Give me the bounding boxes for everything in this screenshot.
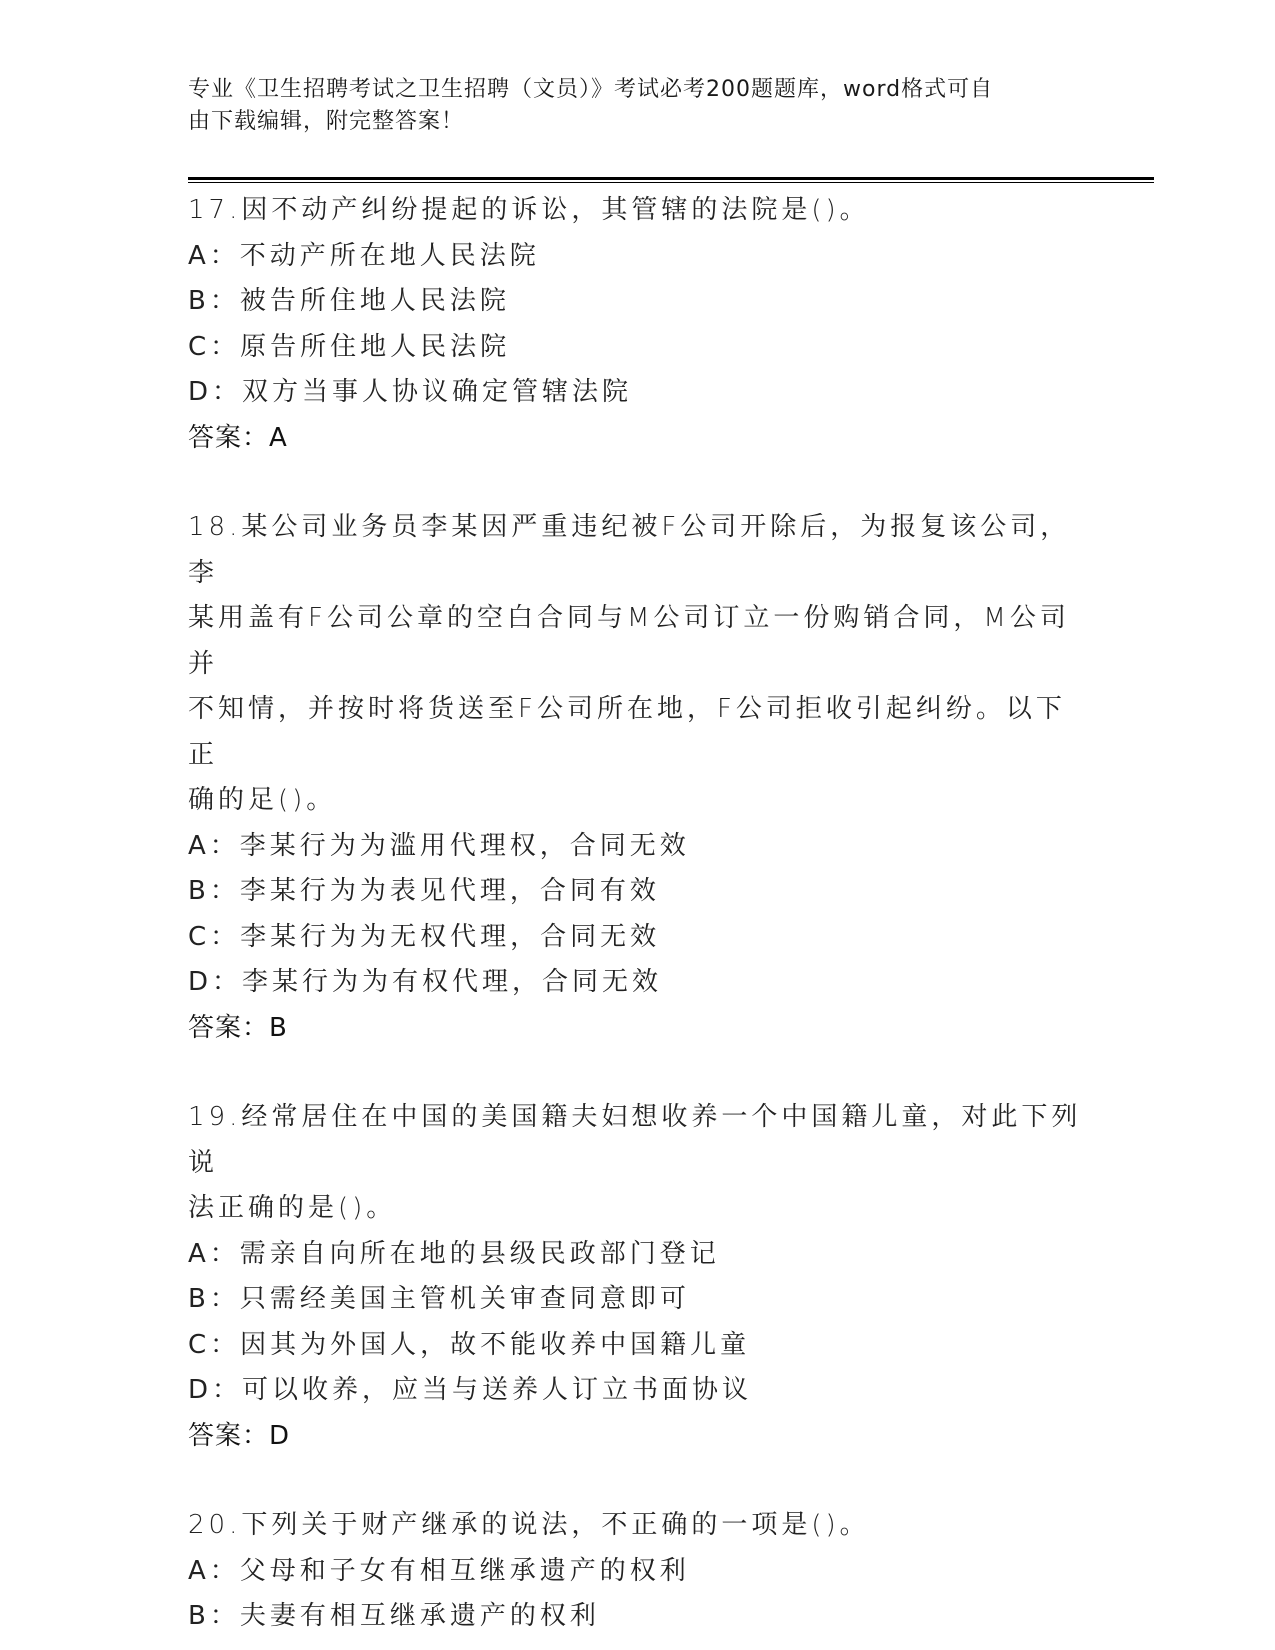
question-spacer [188,461,1088,505]
question-stem-line: 18.某公司业务员李某因严重违纪被F公司开除后，为报复该公司，李 [188,512,1071,588]
option-c: C：李某行为为无权代理，合同无效 [188,921,661,952]
question-17 [188,188,1088,461]
question-stem-line: 不知情，并按时将货送至F公司所在地，F公司拒收引起纠纷。以下正 [188,694,1066,770]
question-20 [188,1503,1088,1640]
header-divider-thin [188,182,1154,183]
question-stem-line: 某用盖有F公司公章的空白合同与M公司订立一份购销合同，M公司并 [188,603,1070,679]
option-d: D：双方当事人协议确定管辖法院 [188,377,633,407]
question-spacer [188,1459,1088,1503]
option-c: C：因其为外国人，故不能收养中国籍儿童 [188,1329,751,1360]
question-18 [188,505,1088,1051]
option-a: A：不动产所在地人民法院 [188,240,540,271]
header-line-2: 由下载编辑，附完整答案！ [188,109,465,134]
option-b: B：李某行为为表见代理，合同有效 [188,876,660,906]
question-19 [188,1095,1088,1459]
question-list [188,188,1088,1640]
answer-line: 答案：B [188,1012,288,1043]
option-b: B：被告所住地人民法院 [188,286,510,316]
option-b: B：夫妻有相互继承遗产的权利 [188,1601,600,1631]
header-line-1: 专业《卫生招聘考试之卫生招聘（文员）》考试必考200题题库，word格式可自 [188,77,994,102]
document-header [188,74,1068,138]
option-b: B：只需经美国主管机关审查同意即可 [188,1284,690,1314]
option-c: C：原告所住地人民法院 [188,331,511,362]
answer-line: 答案：A [188,422,288,453]
option-a: A：父母和子女有相互继承遗产的权利 [188,1555,690,1586]
question-stem-line: 法正确的是()。 [188,1193,397,1223]
option-a: A：李某行为为滥用代理权，合同无效 [188,830,690,861]
question-stem-line: 17.因不动产纠纷提起的诉讼，其管辖的法院是()。 [188,195,870,225]
option-a: A：需亲自向所在地的县级民政部门登记 [188,1238,720,1269]
header-divider-thick [188,177,1154,180]
question-stem-line: 确的足()。 [188,785,337,815]
option-d: D：可以收养，应当与送养人订立书面协议 [188,1375,753,1405]
answer-line: 答案：D [188,1420,291,1451]
question-stem-line: 20.下列关于财产继承的说法，不正确的一项是()。 [188,1510,870,1540]
question-stem-line: 19.经常居住在中国的美国籍夫妇想收养一个中国籍儿童，对此下列说 [188,1102,1082,1178]
question-spacer [188,1051,1088,1095]
option-d: D：李某行为为有权代理，合同无效 [188,967,663,997]
